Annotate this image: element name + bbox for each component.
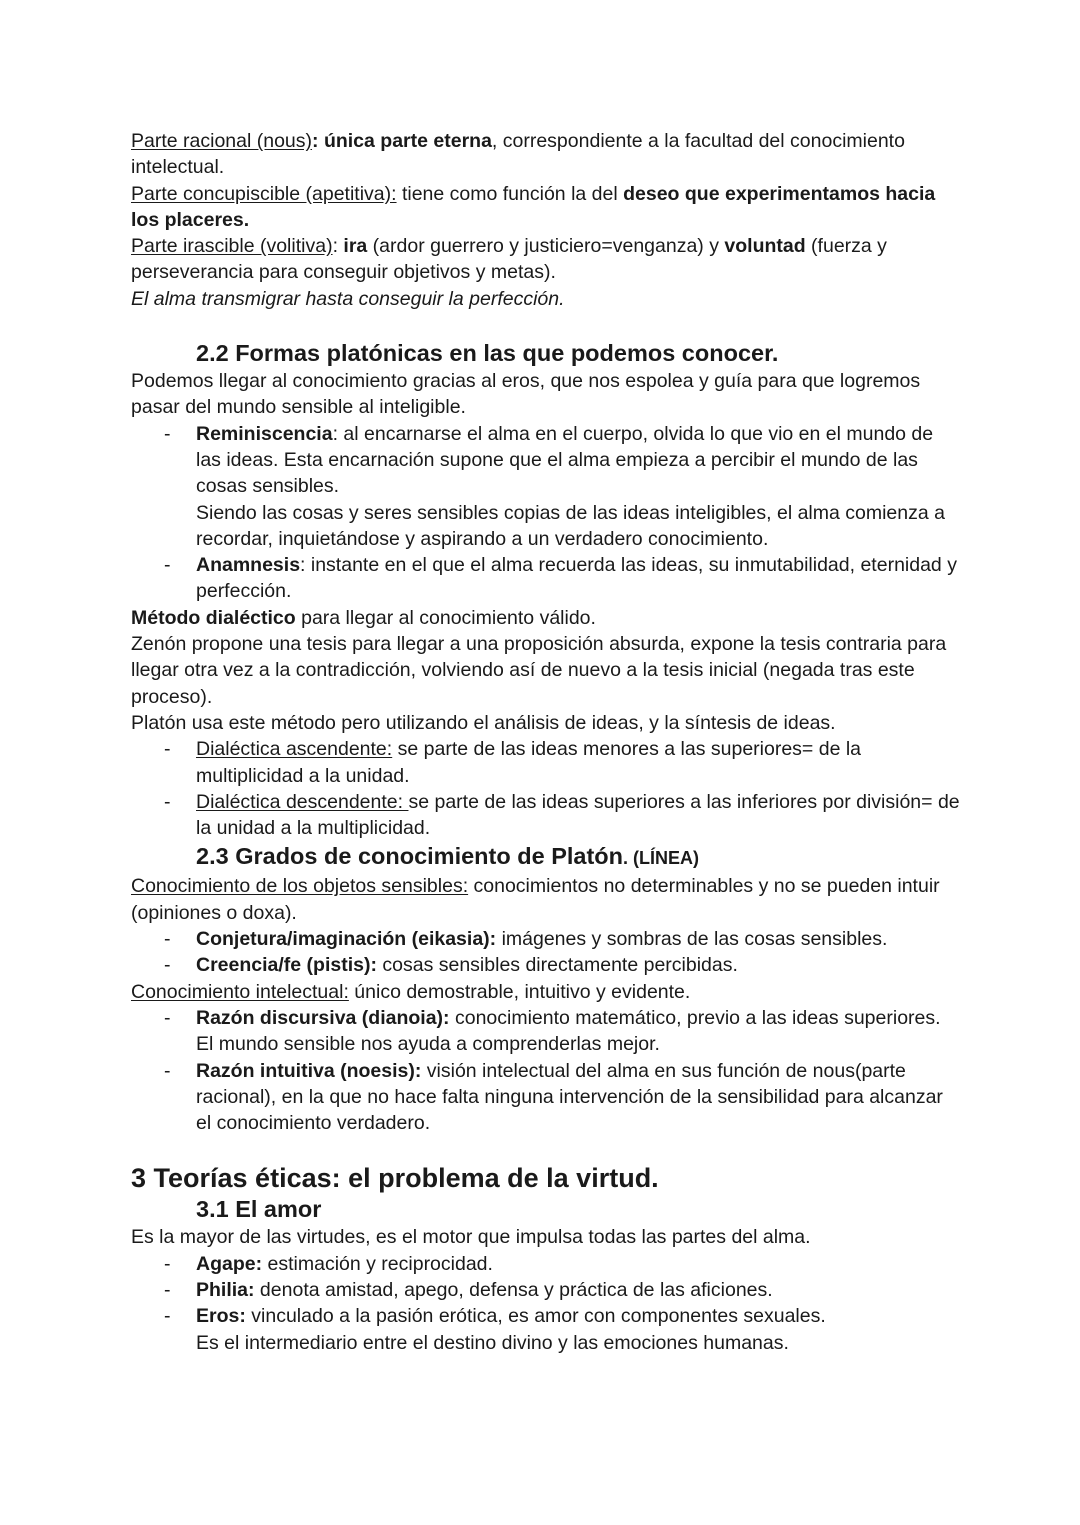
dialectic-method-paragraph: Método dialéctico para llegar al conocimiento válido. (131, 606, 596, 629)
document-page (131, 128, 961, 1356)
irascible-part-term: Parte irascible (volitiva) (131, 235, 333, 258)
section-3-heading: 3 Teorías éticas: el problema de la virtud. (131, 1163, 659, 1194)
section-3-1-heading: 3.1 El amor (196, 1196, 322, 1223)
transmigration-note: El alma transmigrar hasta conseguir la perfección. (131, 287, 565, 310)
section-2-2-intro: Podemos llegar al conocimiento gracias al eros, que nos espolea y guía para que logremos pasar del mundo sensible al inteligible. (131, 370, 921, 419)
sensible-knowledge-paragraph: Conocimiento de los objetos sensibles: conocimientos no determinables y no se pueden intuir (opiniones o doxa). (131, 875, 940, 924)
irascible-part-paragraph: Parte irascible (volitiva): ira (ardor guerrero y justiciero=venganza) y voluntad (fuerza y perseverancia para conseguir objetivos y metas). (131, 235, 887, 284)
concupiscible-part-term: Parte concupiscible (apetitiva): (131, 182, 397, 205)
rational-part-term: Parte racional (nous) (131, 130, 313, 152)
section-2-3-heading: 2.3 Grados de conocimiento de Platón. (LÍNEA) (196, 843, 700, 870)
rational-part-bold: única parte eterna (323, 130, 492, 152)
list-item-philia: - Philia: denota amistad, apego, defensa y práctica de las aficiones. (164, 1278, 773, 1301)
list-item-eikasia: - Conjetura/imaginación (eikasia): imágenes y sombras de las cosas sensibles. (164, 928, 888, 951)
list-item-reminiscencia: - Reminiscencia: al encarnarse el alma en el cuerpo, olvida lo que vio en el mundo de las ideas. Esta encarnación supone que el alma empieza a percibir el mundo de las cosas sensibles. Siendo las cosas y seres sensibles copias de las ideas inteligibles, el alma comienza a recordar, inquietándose y aspirando a un verdadero conocimiento. (164, 422, 945, 550)
rational-part-paragraph: Parte racional (nous): única parte eterna, correspondiente a la facultad del conocimiento intelectual. (131, 130, 905, 179)
platon-paragraph: Platón usa este método pero utilizando el análisis de ideas, y la síntesis de ideas. (131, 711, 836, 734)
list-item-dianoia: - Razón discursiva (dianoia): conocimiento matemático, previo a las ideas superiores. El mundo sensible nos ayuda a comprenderlas mejor. (164, 1006, 941, 1056)
list-item-agape: - Agape: estimación y reciprocidad. (164, 1252, 493, 1275)
section-3-1-intro: Es la mayor de las virtudes, es el motor que impulsa todas las partes del alma. (131, 1226, 811, 1249)
concupiscible-part-paragraph: Parte concupiscible (apetitiva): tiene como función la del deseo que experimentamos hacia los placeres. (131, 182, 936, 231)
list-item-anamnesis: - Anamnesis: instante en el que el alma recuerda las ideas, su inmutabilidad, eternidad y perfección. (164, 554, 957, 603)
section-2-2-heading: 2.2 Formas platónicas en las que podemos conocer. (196, 340, 779, 367)
list-item-noesis: - Razón intuitiva (noesis): visión intelectual del alma en sus función de nous(parte racional), en la que no hace falta ninguna intervención de la sensibilidad para alcanzar el conocimiento verdadero. (164, 1059, 943, 1135)
list-item-dialectica-descendente: - Dialéctica descendente: se parte de las ideas superiores a las inferiores por división= de la unidad a la multiplicidad. (164, 790, 960, 840)
list-item-pistis: - Creencia/fe (pistis): cosas sensibles directamente percibidas. (164, 954, 738, 977)
intellectual-knowledge-paragraph: Conocimiento intelectual: único demostrable, intuitivo y evidente. (131, 980, 691, 1003)
list-item-eros: - Eros: vinculado a la pasión erótica, es amor con componentes sexuales. Es el intermediario entre el destino divino y las emociones humanas. (164, 1305, 826, 1354)
list-item-dialectica-ascendente: - Dialéctica ascendente: se parte de las ideas menores a las superiores= de la multiplicidad a la unidad. (164, 738, 862, 787)
zenon-paragraph: Zenón propone una tesis para llegar a una proposición absurda, expone la tesis contraria para llegar otra vez a la contradicción, volviendo así de nuevo a la tesis inicial (negada tras este proceso). (131, 633, 947, 708)
